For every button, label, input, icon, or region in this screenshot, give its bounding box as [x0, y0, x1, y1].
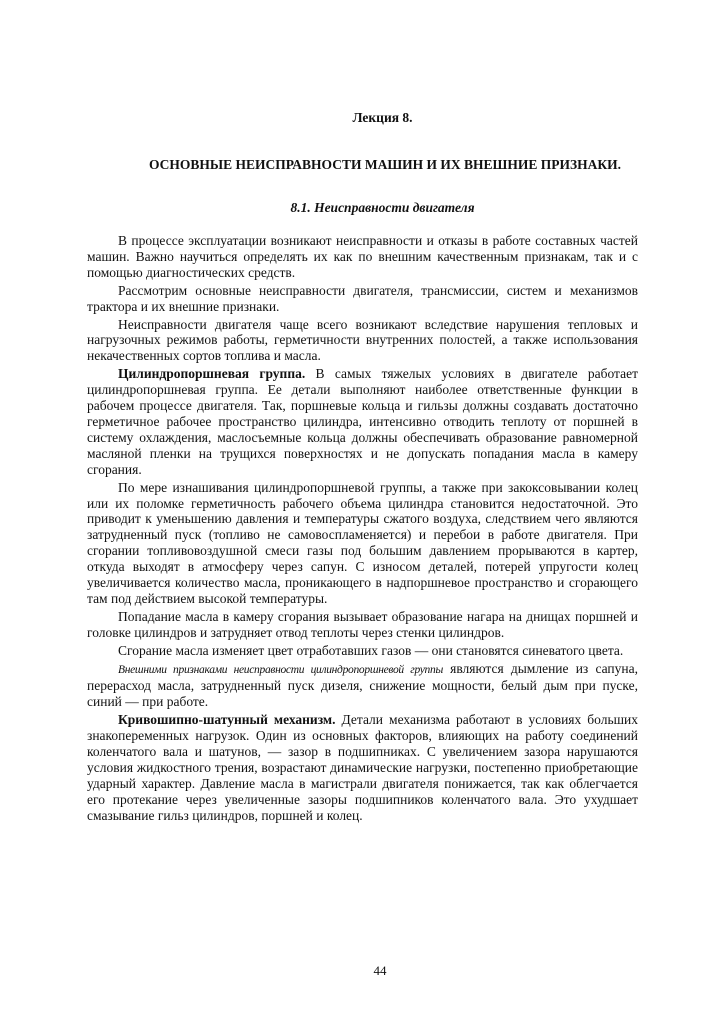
body-text	[87, 233, 638, 826]
paragraph: По мере изнашивания цилиндропоршневой группы, а также при закоксовывании колец или их поломке герметичность рабочего объема цилиндра становится недостаточной. Это приводит к уменьшению давления и температуры сжатого воздуха, следствием чего являются затрудненный пуск (топливо не самовоспламеняется) и перебои в работе двигателя. При сгорании топливовоздушной смеси газы под большим давлением прорываются в картер, откуда выходят в атмосферу через сапун. С износом деталей, потерей упругости колец увеличивается количество масла, проникающего в надпоршневое пространство и сгорающего там под действием высокой температуры.	[87, 479, 638, 606]
lecture-label: Лекция 8.	[352, 110, 413, 125]
section-title: 8.1. Неисправности двигателя	[290, 200, 475, 215]
runin-heading: Кривошипно-шатунный механизм.	[118, 712, 336, 728]
paragraph	[87, 661, 638, 711]
paragraph-text: В самых тяжелых условиях в двигателе работает цилиндропоршневая группа. Ее детали выполняют наиболее ответственные функции в рабочем процессе двигателя. Так, поршневые кольца и гильзы должны создавать достаточно герметичное рабочее пространство цилиндра, интенсивно отводить теплоту от поршней в систему охлаждения, маслосъемные кольца должны обеспечивать образование равномерной масляной пленки на трущихся поверхностях и не допускать попадания масла в камеру сгорания.	[87, 366, 638, 477]
paragraph-text: Детали механизма работают в условиях больших знакопеременных нагрузок. Один из основных факторов, влияющих на работу соединений коленчатого вала и шатунов, — зазор в подшипниках. С увеличением зазора нарушаются условия жидкостного трения, возрастают динамические нагрузки, постепенно приобретающие ударный характер. Давление масла в магистрали двигателя понижается, так как облегчается его протекание через увеличенные зазоры подшипников коленчатого вала. Это ухудшает смазывание гильз цилиндров, поршней и колец.	[87, 712, 638, 823]
runin-italic-heading: Внешними признаками неисправности цилиндропоршневой группы	[118, 663, 443, 676]
paragraph: Неисправности двигателя чаще всего возникают вследствие нарушения тепловых и нагрузочных режимов работы, герметичности внутренних полостей, а также использования некачественных сортов топлива и масла.	[87, 316, 638, 364]
paragraph: Попадание масла в камеру сгорания вызывает образование нагара на днищах поршней и головке цилиндров и затрудняет отвод теплоты через стенки цилиндров.	[87, 608, 638, 640]
paragraph: Рассмотрим основные неисправности двигателя, трансмиссии, систем и механизмов трактора и их внешние признаки.	[87, 282, 638, 314]
runin-heading: Цилиндропоршневая группа.	[118, 366, 306, 382]
paragraph: В процессе эксплуатации возникают неисправности и отказы в работе составных частей машин. Важно научиться определять их как по внешним качественным признакам, так и с помощью диагностических средств.	[87, 233, 638, 280]
main-title: ОСНОВНЫЕ НЕИСПРАВНОСТИ МАШИН И ИХ ВНЕШНИЕ ПРИЗНАКИ.	[148, 157, 622, 172]
page-number: 44	[373, 963, 387, 978]
paragraph: Сгорание масла изменяет цвет отработавших газов — они становятся синеватого цвета.	[118, 642, 624, 658]
paragraph	[87, 366, 638, 477]
paragraph-text: являются дымление из сапуна, перерасход масла, затрудненный пуск дизеля, снижение мощности, белый дым при пуске, синий — при работе.	[87, 660, 638, 710]
paragraph	[87, 712, 638, 823]
